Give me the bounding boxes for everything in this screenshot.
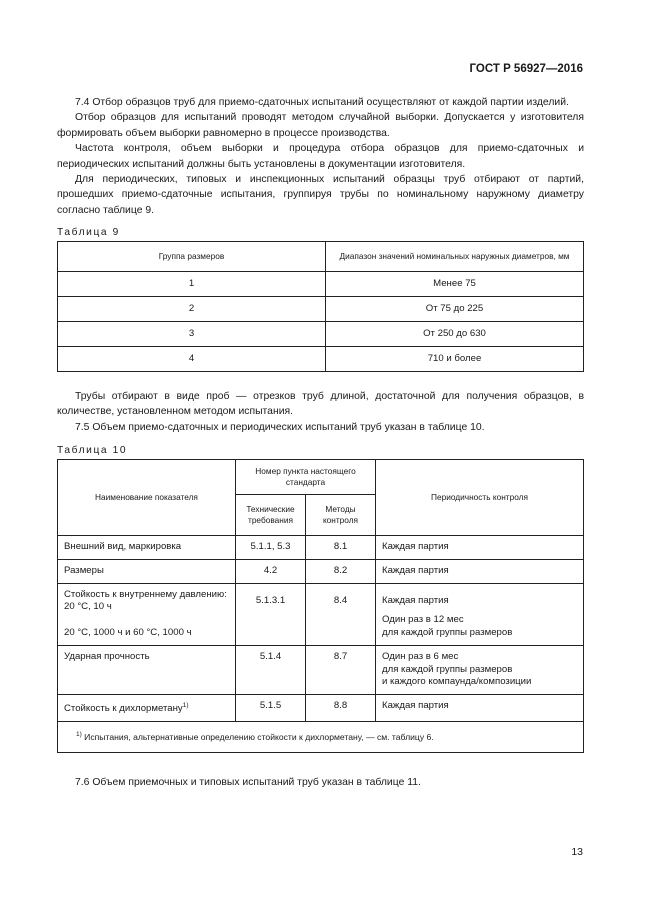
table-cell: 5.1.1, 5.3 bbox=[236, 536, 306, 560]
paragraph: Для периодических, типовых и инспекционных испытаний образцы труб отбирают от партий, прошедших приемо-сдаточные испытания, группируя трубы по номинальному наружному диаметру согласно таблице 9. bbox=[57, 174, 584, 216]
table-cell: Каждая партия bbox=[376, 695, 584, 722]
table-row bbox=[58, 536, 584, 560]
table-cell: Менее 75 bbox=[326, 272, 584, 297]
table-row bbox=[58, 297, 584, 322]
table-cell: 5.1.3.1 bbox=[236, 583, 306, 645]
table-cell: Ударная прочность bbox=[58, 645, 236, 694]
page-number: 13 bbox=[571, 846, 583, 858]
cell-line: для каждой группы размеров bbox=[382, 663, 513, 675]
table-row bbox=[58, 322, 584, 347]
table-cell: Размеры bbox=[58, 559, 236, 583]
document-header: ГОСТ Р 56927—2016 bbox=[469, 63, 583, 75]
table-cell bbox=[376, 645, 584, 694]
column-header: Диапазон значений номинальных наружных диаметров, мм bbox=[326, 242, 584, 272]
section-7-4-text bbox=[57, 95, 584, 218]
table-row bbox=[58, 347, 584, 372]
footnote-mark: 1) bbox=[76, 731, 82, 739]
cell-line: Один раз в 12 мес bbox=[382, 613, 464, 625]
column-header: Технические требования bbox=[236, 495, 306, 536]
paragraph: 7.4 Отбор образцов труб для приемо-сдаточных испытаний осуществляют от каждой партии изделий. bbox=[75, 97, 569, 108]
table-10 bbox=[57, 459, 584, 753]
table-cell: От 75 до 225 bbox=[326, 297, 584, 322]
cell-line: Каждая партия bbox=[382, 595, 449, 607]
paragraph: Отбор образцов для испытаний проводят методом случайной выборки. Допускается у изготовителя формировать объем выборки равномерно в процессе производства. bbox=[57, 112, 584, 139]
table-10-caption: Таблица 10 bbox=[57, 445, 128, 456]
table-footnote bbox=[58, 722, 584, 753]
table-cell: Внешний вид, маркировка bbox=[58, 536, 236, 560]
column-header: Периодичность контроля bbox=[376, 460, 584, 536]
table-cell: 8.2 bbox=[306, 559, 376, 583]
table-cell: 8.7 bbox=[306, 645, 376, 694]
column-header: Наименование показателя bbox=[58, 460, 236, 536]
table-9-wrapper bbox=[57, 241, 584, 372]
cell-text: Стойкость к дихлорметану bbox=[64, 703, 183, 715]
table-cell: 1 bbox=[58, 272, 326, 297]
table-cell: 4 bbox=[58, 347, 326, 372]
table-footnote-row bbox=[58, 722, 584, 753]
cell-line: Стойкость к внутреннему давлению: bbox=[64, 588, 227, 600]
table-cell bbox=[58, 583, 236, 645]
table-header-row bbox=[58, 460, 584, 495]
table-cell: От 250 до 630 bbox=[326, 322, 584, 347]
cell-line: для каждой группы размеров bbox=[382, 626, 513, 638]
table-cell: 8.8 bbox=[306, 695, 376, 722]
table-row bbox=[58, 695, 584, 722]
paragraph: Трубы отбирают в виде проб — отрезков труб длиной, достаточной для получения образцов, в количестве, установленном методом испытания. bbox=[57, 391, 584, 418]
table-row bbox=[58, 272, 584, 297]
table-9-caption: Таблица 9 bbox=[57, 227, 120, 238]
table-row bbox=[58, 645, 584, 694]
paragraph: 7.6 Объем приемочных и типовых испытаний труб указан в таблице 11. bbox=[75, 777, 421, 788]
paragraph: 7.5 Объем приемо-сдаточных и периодических испытаний труб указан в таблице 10. bbox=[75, 421, 485, 433]
table-cell bbox=[376, 583, 584, 645]
column-header: Методы контроля bbox=[306, 495, 376, 536]
table-cell: Каждая партия bbox=[376, 559, 584, 583]
table-cell: 8.1 bbox=[306, 536, 376, 560]
table-cell: 2 bbox=[58, 297, 326, 322]
footnote-text: Испытания, альтернативные определению стойкости к дихлорметану, — см. таблицу 6. bbox=[84, 732, 434, 743]
section-7-5-text bbox=[57, 389, 584, 435]
cell-line: 20 °С, 1000 ч и 60 °С, 1000 ч bbox=[64, 626, 192, 638]
cell-line: 20 °С, 10 ч bbox=[64, 601, 112, 613]
footnote-ref: 1) bbox=[182, 702, 189, 710]
table-cell: 8.4 bbox=[306, 583, 376, 645]
table-header-row bbox=[58, 242, 584, 272]
column-header: Группа размеров bbox=[58, 242, 326, 272]
table-cell: 5.1.5 bbox=[236, 695, 306, 722]
table-9 bbox=[57, 241, 584, 372]
table-cell: Каждая партия bbox=[376, 536, 584, 560]
table-cell bbox=[58, 695, 236, 722]
table-row bbox=[58, 559, 584, 583]
table-row bbox=[58, 583, 584, 645]
paragraph: Частота контроля, объем выборки и процедура отбора образцов для приемо-сдаточных и периодических испытаний должны быть установлены в документации изготовителя. bbox=[57, 143, 584, 170]
table-cell: 5.1.4 bbox=[236, 645, 306, 694]
section-7-6-text bbox=[57, 775, 584, 790]
table-cell: 4.2 bbox=[236, 559, 306, 583]
column-header: Номер пункта настоящего стандарта bbox=[236, 460, 376, 495]
cell-line: и каждого компаунда/композиции bbox=[382, 676, 532, 688]
table-10-wrapper bbox=[57, 459, 584, 753]
table-cell: 710 и более bbox=[326, 347, 584, 372]
table-cell: 3 bbox=[58, 322, 326, 347]
cell-line: Один раз в 6 мес bbox=[382, 650, 459, 662]
